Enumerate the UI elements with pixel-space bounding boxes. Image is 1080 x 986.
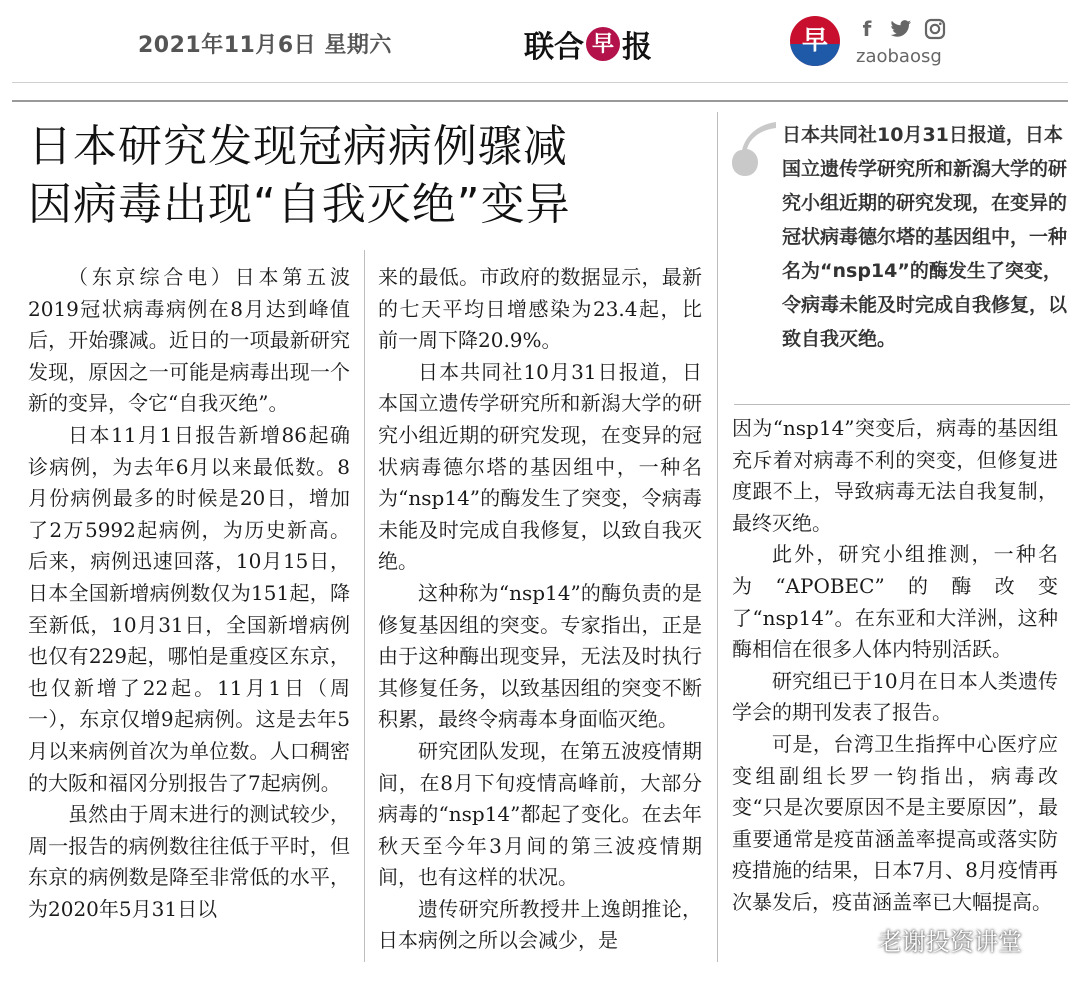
headline-line-2: 因病毒出现“自我灭绝”变异 bbox=[28, 179, 571, 230]
social-links bbox=[856, 18, 946, 40]
article-column-2 bbox=[378, 262, 702, 957]
logo-text-left: 联合 bbox=[524, 30, 584, 65]
logo-text-right: 报 bbox=[622, 30, 652, 65]
paragraph: （东京综合电）日本第五波2019冠状病毒病例在8月达到峰值后，开始骤减。近日的一项最新研究发现，原因之一可能是病毒出现一个新的变异，令它“自我灭绝”。 bbox=[28, 265, 350, 416]
wechat-watermark bbox=[842, 922, 1022, 957]
pull-quote-text: 日本共同社10月31日报道，日本国立遗传学研究所和新潟大学的研究小组近期的研究发现，在变异的冠状病毒德尔塔的基因组中，一种名为“nsp14”的酶发生了突变，令病毒未能及时完成自我修复，以致自我灭绝。 bbox=[782, 124, 1068, 350]
instagram-icon[interactable] bbox=[924, 18, 946, 40]
paragraph: 可是，台湾卫生指挥中心医疗应变组副组长罗一钧指出，病毒改变“只是次要原因不是主要原因”，最重要通常是疫苗涵盖率提高或落实防疫措施的结果，日本7月、8月疫情再次暴发后，疫苗涵盖率已大幅提高。 bbox=[732, 731, 1058, 914]
quote-mark-icon bbox=[730, 118, 778, 178]
paragraph: 日本共同社10月31日报道，日本国立遗传学研究所和新潟大学的研究小组近期的研究发现，在变异的冠状病毒德尔塔的基因组中，一种名为“nsp14”的酶发生了突变，令病毒未能及时完成自我修复，以致自我灭绝。 bbox=[378, 359, 702, 574]
paragraph: 虽然由于周末进行的测试较少，周一报告的病例数往往低于平时，但东京的病例数是降至非常低的水平，为2020年5月31日以 bbox=[28, 802, 350, 921]
article-column-3 bbox=[732, 413, 1058, 919]
paragraph: 研究团队发现，在第五波疫情期间，在8月下旬疫情高峰前，大部分病毒的“nsp14”都起了变化。在去年秋天至今年3月间的第三波疫情期间，也有这样的状况。 bbox=[378, 738, 702, 890]
paragraph: 遗传研究所教授井上逸朗推论，日本病例之所以会减少，是 bbox=[378, 896, 702, 953]
logo-badge: 早 bbox=[586, 27, 620, 61]
paragraph: 研究组已于10月在日本人类遗传学会的期刊发表了报告。 bbox=[732, 668, 1058, 725]
pull-quote-rule bbox=[734, 404, 1070, 405]
column-divider-1 bbox=[364, 250, 365, 962]
article-column-1 bbox=[28, 262, 350, 925]
paragraph: 来的最低。市政府的数据显示，最新的七天平均日增感染为23.4起，比前一周下降20.9%。 bbox=[378, 265, 702, 353]
paragraph: 此外，研究小组推测，一种名为“APOBEC”的酶改变了“nsp14”。在东亚和大洋洲，这种酶相信在很多人体内特别活跃。 bbox=[732, 542, 1058, 662]
masthead-rule bbox=[12, 82, 1068, 83]
watermark-text: 老谢投资讲堂 bbox=[878, 928, 1022, 956]
zaobao-brand-icon bbox=[790, 16, 840, 66]
masthead bbox=[0, 0, 1080, 82]
issue-date: 2021年11月6日 星期六 bbox=[138, 33, 392, 58]
facebook-icon[interactable]: f bbox=[862, 17, 872, 41]
section-rule bbox=[12, 100, 1068, 102]
social-handle: zaobaosg bbox=[856, 46, 942, 67]
paragraph: 因为“nsp14”突变后，病毒的基因组充斥着对病毒不利的突变，但修复进度跟不上，导致病毒无法自我复制，最终灭绝。 bbox=[732, 416, 1058, 535]
brand-icon-text: 早 bbox=[801, 26, 828, 56]
newspaper-logo bbox=[524, 22, 652, 66]
column-divider-2 bbox=[717, 112, 718, 962]
paragraph: 这种称为“nsp14”的酶负责的是修复基因组的突变。专家指出，正是由于这种酶出现变异，无法及时执行其修复任务，以致基因组的突变不断积累，最终令病毒本身面临灭绝。 bbox=[378, 580, 702, 732]
headline-line-1: 日本研究发现冠病病例骤减 bbox=[28, 121, 568, 172]
wechat-icon bbox=[842, 927, 872, 953]
paragraph: 日本11月1日报告新增86起确诊病例，为去年6月以来最低数。8月份病例最多的时候是20日，增加了2万5992起病例，为历史新高。后来，病例迅速回落，10月15日，日本全国新增病例数仅为151起，降至新低，10月31日，全国新增病例也仅有229起，哪怕是重疫区东京，也仅新增了22起。11月1日（周一），东京仅增9起病例。这是去年5月以来病例首次为单位数。人口稠密的大阪和福冈分别报告了7起病例。 bbox=[28, 422, 350, 795]
article-headline bbox=[28, 118, 708, 234]
twitter-icon[interactable] bbox=[890, 18, 912, 40]
